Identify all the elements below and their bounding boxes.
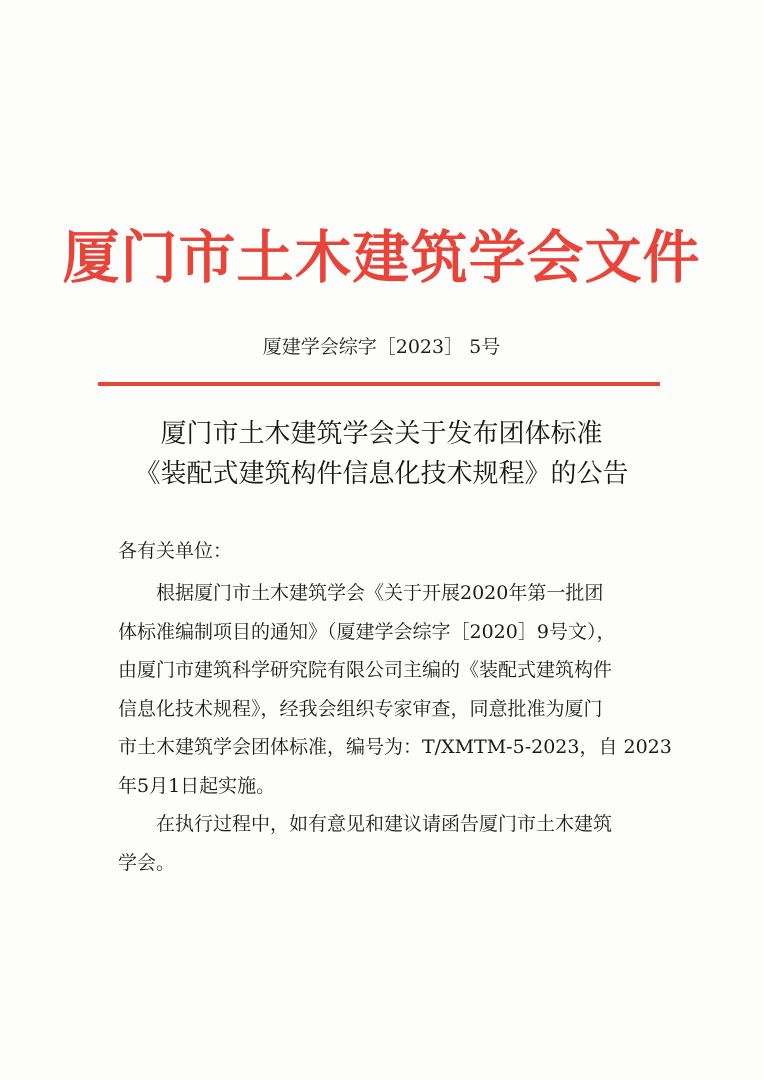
body-line-4: 信息化技术规程》，经我会组织专家审查，同意批准为厦门 [118,697,603,720]
notice-title-line-2: 《装配式建筑构件信息化技术规程》的公告 [134,459,629,489]
red-divider-line [98,382,660,386]
notice-title [0,414,763,494]
notice-title-line-1: 厦门市土木建筑学会关于发布团体标准 [160,419,603,449]
notice-body [118,574,672,882]
body-line-1: 根据厦门市土木建筑学会《关于开展2020年第一批团 [156,582,604,604]
body-line-2: 体标准编制项目的通知》（厦建学会综字［2020］9号文）， [118,620,616,643]
body-line-3: 由厦门市建筑科学研究院有限公司主编的《装配式建筑构件 [118,659,613,681]
masthead-title: 厦门市土木建筑学会文件 [62,224,701,291]
body-line-8: 学会。 [118,851,176,874]
body-line-6: 年5月1日起实施。 [118,774,276,797]
body-line-5: 市土木建筑学会团体标准，编号为：T/XMTM-5-2023，自 2023 [118,736,672,758]
document-number: 厦建学会综字［2023］ 5号 [262,336,501,358]
body-line-7: 在执行过程中，如有意见和建议请函告厦门市土木建筑 [156,813,613,835]
salutation: 各有关单位： [118,540,233,562]
